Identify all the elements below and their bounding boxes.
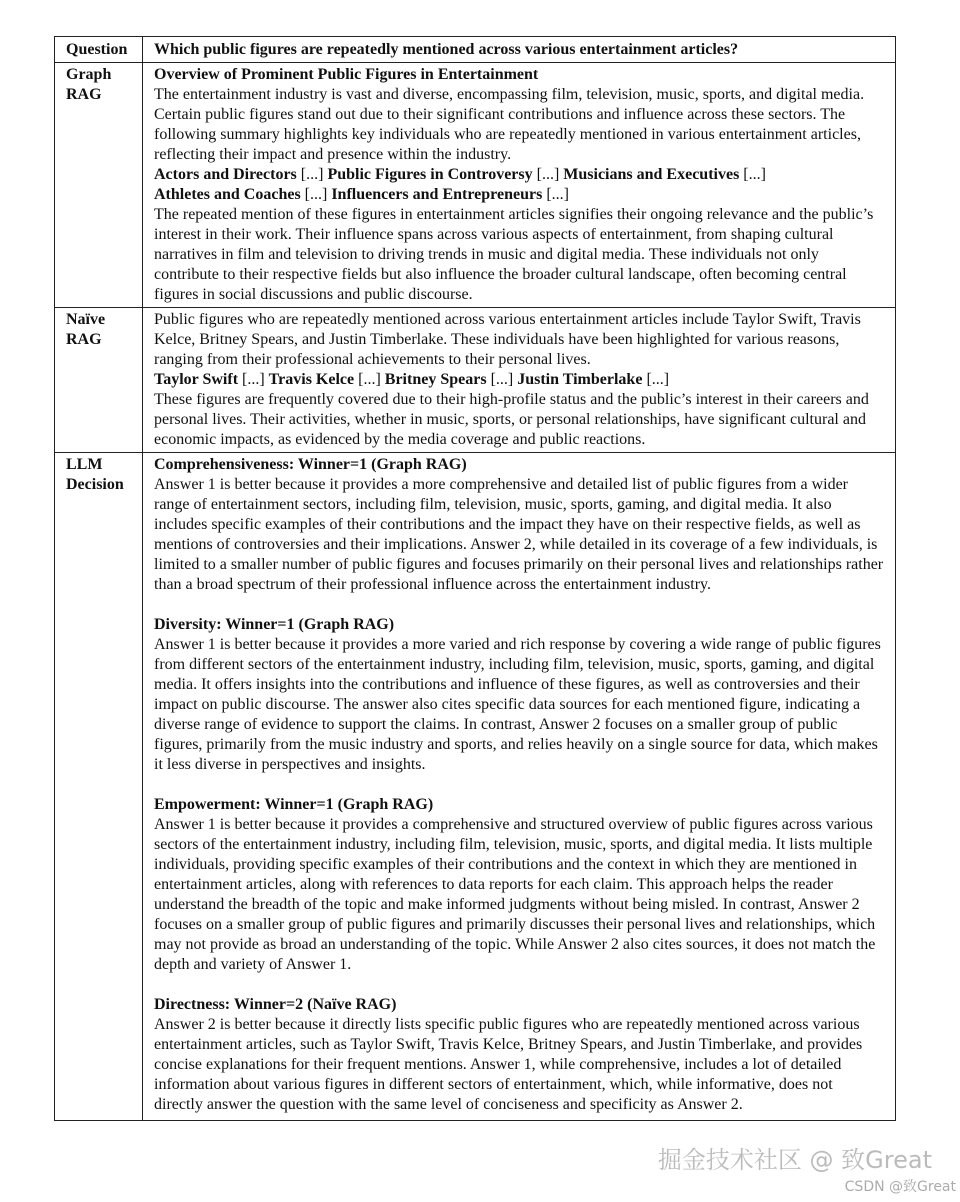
ellipsis: [...] xyxy=(532,166,564,183)
graph-rag-title: Overview of Prominent Public Figures in Entertainment xyxy=(154,66,539,83)
naive-rag-names xyxy=(154,370,884,390)
watermark-csdn: CSDN @致Great xyxy=(844,1179,956,1195)
person-name: Britney Spears xyxy=(384,371,487,388)
section-heading: Actors and Directors xyxy=(154,166,297,183)
ellipsis: [...] xyxy=(296,166,328,183)
graph-rag-label-line2: RAG xyxy=(66,86,102,103)
comparison-table xyxy=(54,36,896,1121)
spacer xyxy=(154,595,884,615)
graph-rag-row xyxy=(55,63,896,308)
criterion-text: Answer 1 is better because it provides a comprehensive and structured overview of public figures across various sectors of the entertainment industry, including film, television, music, sports, and digital media. It lists multiple individuals, providing specific examples of their contributions and the context in which they are mentioned in entertainment articles, along with references to data reports for each claim. This approach helps the reader understand the breadth of the topic and make informed judgments without being misled. In contrast, Answer 2 focuses on a smaller group of public figures and primarily discusses their personal lives and relationships, which may not provide as broad an understanding of the topic. While Answer 2 also cites sources, it does not match the depth and variety of Answer 1. xyxy=(154,816,876,973)
naive-rag-answer xyxy=(143,308,896,453)
criterion-heading: Empowerment: Winner=1 (Graph RAG) xyxy=(154,796,434,813)
graph-rag-intro: The entertainment industry is vast and diverse, encompassing film, television, music, sports, and digital media. Certain public figures stand out due to their significant contributions and influence across these sectors. The following summary highlights key individuals who are repeatedly mentioned in various entertainment articles, reflecting their impact and presence within the industry. xyxy=(154,86,865,163)
naive-rag-conclusion: These figures are frequently covered due to their high-profile status and the public’s interest in their careers and personal lives. Their activities, whether in music, sports, or personal relationships, have significant cultural and economic impacts, as evidenced by the media coverage and public reactions. xyxy=(154,391,869,448)
question-text: Which public figures are repeatedly mentioned across various entertainment articles? xyxy=(143,37,896,63)
naive-rag-intro: Public figures who are repeatedly mentioned across various entertainment articles include Taylor Swift, Travis Kelce, Britney Spears, and Justin Timberlake. These individuals have been highlighted for various reasons, ranging from their professional achievements to their personal lives. xyxy=(154,311,861,368)
naive-rag-label-line1: Naïve xyxy=(66,311,106,328)
ellipsis: [...] xyxy=(739,166,766,183)
section-heading: Influencers and Entrepreneurs xyxy=(331,186,543,203)
ellipsis: [...] xyxy=(486,371,518,388)
graph-rag-answer xyxy=(143,63,896,308)
llm-decision-body xyxy=(143,453,896,1121)
watermark: 掘金技术社区 @ 致Great xyxy=(657,1146,932,1174)
question-row xyxy=(55,37,896,63)
person-name: Justin Timberlake xyxy=(517,371,643,388)
ellipsis: [...] xyxy=(300,186,332,203)
graph-rag-sections xyxy=(154,165,884,205)
llm-decision-label-line2: Decision xyxy=(66,476,124,493)
criterion-heading: Diversity: Winner=1 (Graph RAG) xyxy=(154,616,395,633)
llm-decision-row xyxy=(55,453,896,1121)
graph-rag-label xyxy=(55,63,143,308)
graph-rag-conclusion: The repeated mention of these figures in entertainment articles signifies their ongoing relevance and the public’s interest in their work. Their influence spans across various aspects of entertainment, from shaping cultural narratives in film and television to driving trends in music and digital media. These individuals not only contribute to their respective fields but also influence the broader cultural landscape, often becoming central figures in social discussions and public discourse. xyxy=(154,206,874,303)
ellipsis: [...] xyxy=(354,371,385,388)
ellipsis: [...] xyxy=(238,371,269,388)
llm-decision-label xyxy=(55,453,143,1121)
naive-rag-label-line2: RAG xyxy=(66,331,102,348)
ellipsis: [...] xyxy=(542,186,569,203)
section-heading: Public Figures in Controversy xyxy=(327,166,533,183)
ellipsis: [...] xyxy=(642,371,670,388)
naive-rag-label xyxy=(55,308,143,453)
question-label: Question xyxy=(55,37,143,63)
spacer xyxy=(154,975,884,995)
criterion-text: Answer 2 is better because it directly lists specific public figures who are repeatedly mentioned across various entertainment articles, such as Taylor Swift, Travis Kelce, Britney Spears, and Justin Timberlake, and provides concise explanations for their frequent mentions. Answer 1, while comprehensive, includes a lot of detailed information about various figures in different sectors of entertainment, which, while informative, does not directly answer the question with the same level of conciseness and specificity as Answer 2. xyxy=(154,1016,863,1113)
criterion-text: Answer 1 is better because it provides a more varied and rich response by covering a wide range of public figures from different sectors of the entertainment industry, including film, television, music, sports, gaming, and digital media. It offers insights into the contributions and influence of these figures, as well as controversies and their impact on public discourse. The answer also cites specific data sources for each mentioned figure, indicating a diverse range of evidence to support the claims. In contrast, Answer 2 focuses on a smaller group of public figures, primarily from the music industry and sports, and relies heavily on a single source for data, which makes it less diverse in perspectives and insights. xyxy=(154,636,881,773)
spacer xyxy=(154,775,884,795)
criterion-text: Answer 1 is better because it provides a more comprehensive and detailed list of public figures from a wider range of entertainment sectors, including film, television, music, sports, gaming, and digital media. It also includes specific examples of their contributions and the impact they have on their respective fields, as well as mentions of controversies and their implications. Answer 2, while detailed in its coverage of a few individuals, is limited to a smaller number of public figures and focuses primarily on their personal lives and relationships rather than a broad spectrum of their professional influence across the entertainment industry. xyxy=(154,476,884,593)
criterion-heading: Directness: Winner=2 (Naïve RAG) xyxy=(154,996,397,1013)
graph-rag-label-line1: Graph xyxy=(66,66,112,83)
section-heading: Musicians and Executives xyxy=(563,166,740,183)
llm-decision-label-line1: LLM xyxy=(66,456,103,473)
person-name: Travis Kelce xyxy=(268,371,355,388)
section-heading: Athletes and Coaches xyxy=(154,186,301,203)
naive-rag-row xyxy=(55,308,896,453)
person-name: Taylor Swift xyxy=(154,371,239,388)
criterion-heading: Comprehensiveness: Winner=1 (Graph RAG) xyxy=(154,456,467,473)
